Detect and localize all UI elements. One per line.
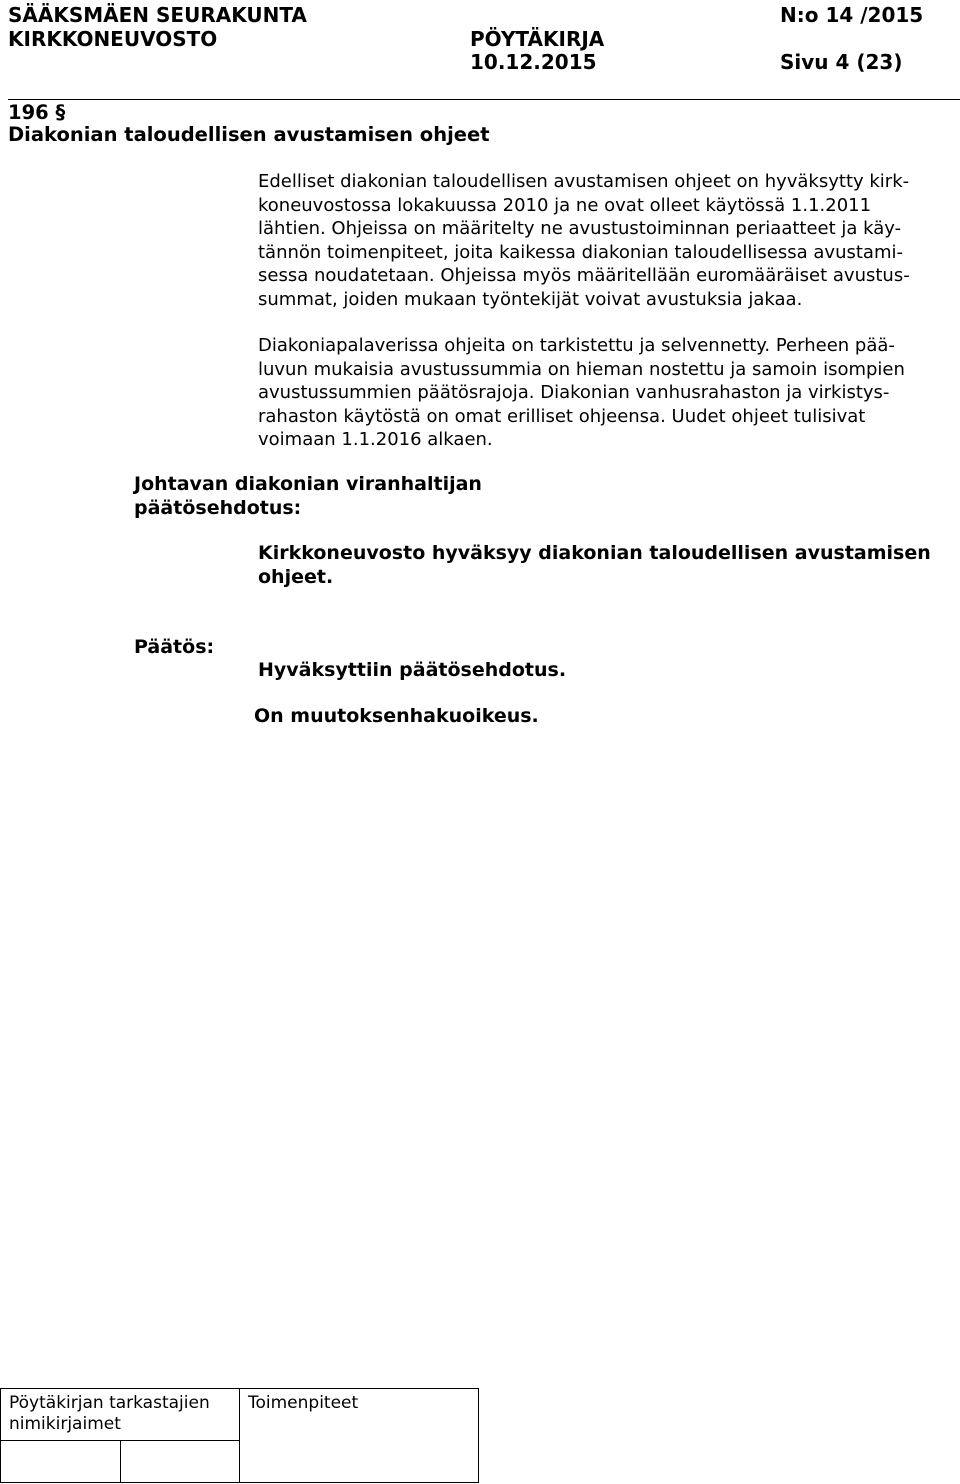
section-title: Diakonian taloudellisen avustamisen ohjeet xyxy=(8,123,490,146)
text-line: luvun mukaisia avustussummia on hieman nostettu ja samoin isompien xyxy=(258,358,905,380)
appeal-note: On muutoksenhakuoikeus. xyxy=(254,705,539,727)
proposal-label: Johtavan diakonian viranhaltijan xyxy=(134,473,482,495)
text-line: Edelliset diakonian taloudellisen avustamisen ohjeet on hyväksytty kirk- xyxy=(258,171,910,192)
proposal-text-cont: ohjeet. xyxy=(258,566,334,588)
text-line: tännön toimenpiteet, joita kaikessa diakonian taloudellisessa avustami- xyxy=(258,241,903,263)
organization-name: SÄÄKSMÄEN SEURAKUNTA xyxy=(8,3,307,27)
actions-label: Toimenpiteet xyxy=(248,1393,359,1413)
document-type: PÖYTÄKIRJA xyxy=(470,27,605,51)
initials-box-divider xyxy=(120,1440,121,1482)
text-line: Diakoniapalaverissa ohjeita on tarkistettu ja selvennetty. Perheen pää- xyxy=(258,335,895,356)
meeting-date: 10.12.2015 xyxy=(470,50,597,74)
text-line: koneuvostossa lokakuussa 2010 ja ne ovat olleet käytössä 1.1.2011 xyxy=(258,194,872,216)
footer-signature-table xyxy=(0,1388,479,1483)
text-line: sessa noudatetaan. Ohjeissa myös määritellään euromääräiset avustus- xyxy=(258,265,910,286)
actions-cell xyxy=(240,1389,479,1483)
proposal-label-cont: päätösehdotus: xyxy=(134,497,302,519)
council-name: KIRKKONEUVOSTO xyxy=(8,27,218,51)
page-number: Sivu 4 (23) xyxy=(780,50,903,74)
text-line: avustussummien päätösrajoja. Diakonian vanhusrahaston ja virkistys- xyxy=(258,382,890,403)
paragraph-revision xyxy=(258,334,958,452)
reviewers-label: Pöytäkirjan tarkastajien xyxy=(9,1393,210,1413)
minutes-number: N:o 14 /2015 xyxy=(780,3,924,27)
paragraph-background xyxy=(258,170,958,311)
section-symbol: § xyxy=(55,101,66,124)
section-number: 196 xyxy=(8,101,49,124)
text-line: lähtien. Ohjeissa on määritelty ne avustustoiminnan periaatteet ja käy- xyxy=(258,218,902,239)
proposal-text: Kirkkoneuvosto hyväksyy diakonian taloudellisen avustamisen xyxy=(258,542,931,564)
text-line: rahaston käytöstä on omat erilliset ohjeensa. Uudet ohjeet tulisivat xyxy=(258,405,866,427)
text-line: summat, joiden mukaan työntekijät voivat avustuksia jakaa. xyxy=(258,288,803,310)
reviewers-label-cont: nimikirjaimet xyxy=(9,1414,121,1434)
decision-label: Päätös: xyxy=(134,636,215,658)
text-line: voimaan 1.1.2016 alkaen. xyxy=(258,429,493,450)
header-divider xyxy=(8,99,960,100)
decision-text: Hyväksyttiin päätösehdotus. xyxy=(258,659,567,681)
